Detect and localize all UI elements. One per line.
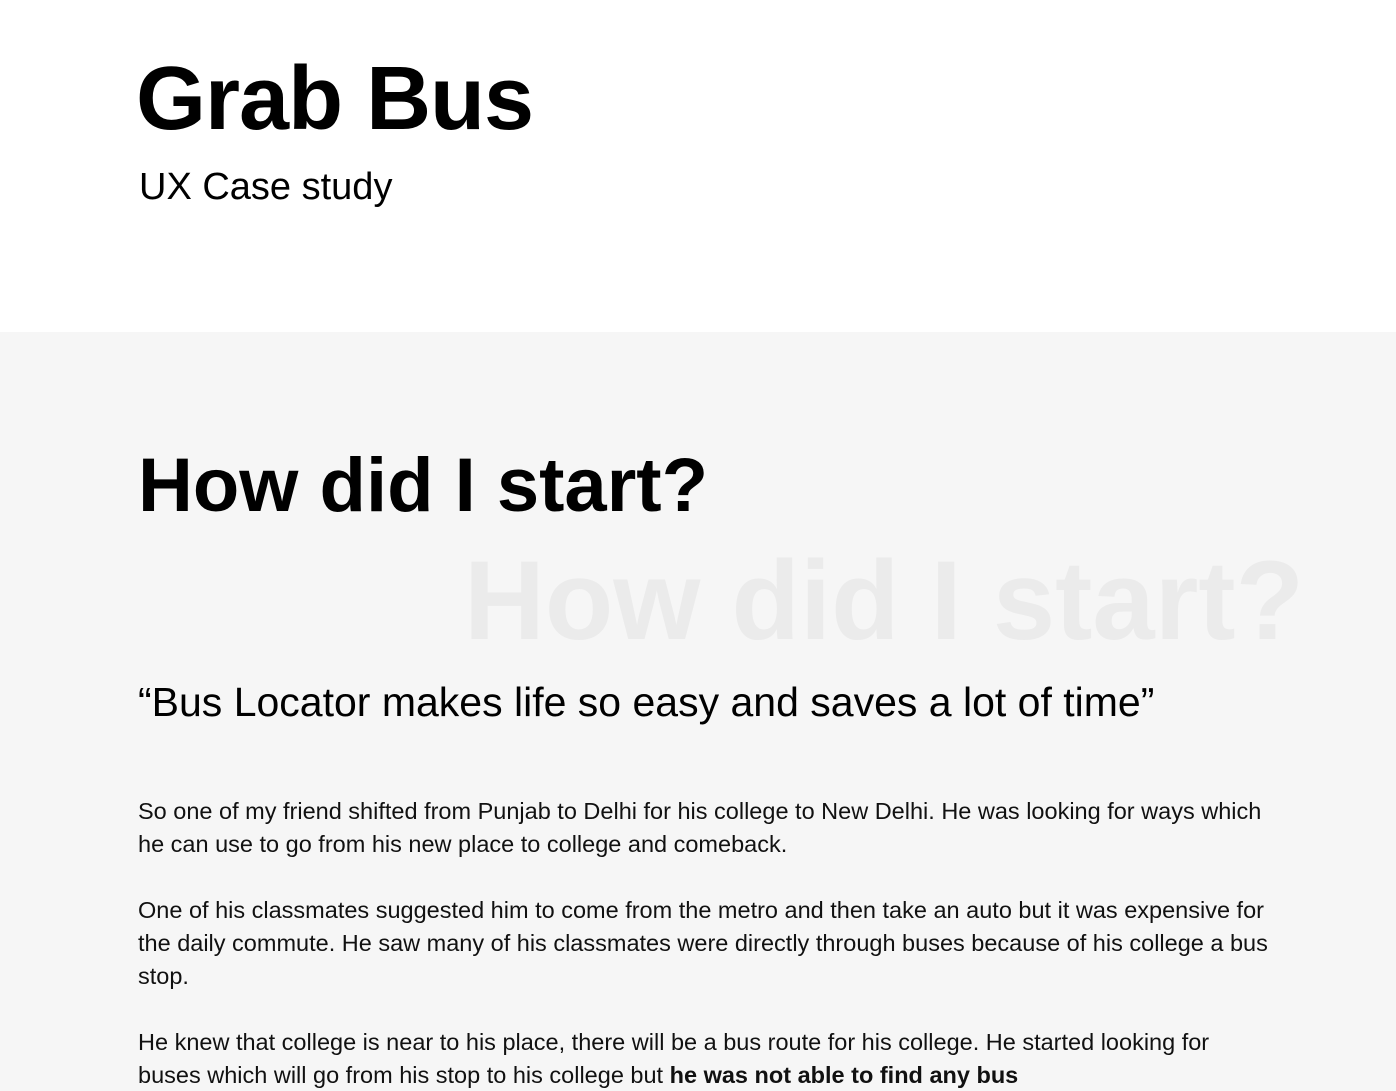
paragraph-3 [138, 1026, 1268, 1091]
section-heading: How did I start? [138, 443, 708, 528]
paragraph-1: So one of my friend shifted from Punjab to Delhi for his college to New Delhi. He was looking for ways which he can use to go from his new place to college and comeback. [138, 798, 1262, 857]
page-subtitle: UX Case study [139, 166, 393, 208]
how-did-i-start-section [0, 332, 1396, 1091]
paragraph-3-emphasis: he was not able to find any bus [669, 1062, 1019, 1088]
hero-header [0, 0, 1396, 332]
section-watermark: How did I start? [464, 538, 1304, 663]
paragraph-2: One of his classmates suggested him to come from the metro and then take an auto but it was expensive for the daily commute. He saw many of his classmates were directly through buses because of his college a bus stop. [138, 897, 1268, 989]
page-title: Grab Bus [136, 49, 534, 149]
paragraph-3-text: He knew that college is near to his place, there will be a bus route for his college. He started looking for buses which will go from his stop to his college but [138, 1029, 1210, 1088]
pull-quote: “Bus Locator makes life so easy and saves a lot of time” [138, 679, 1155, 725]
